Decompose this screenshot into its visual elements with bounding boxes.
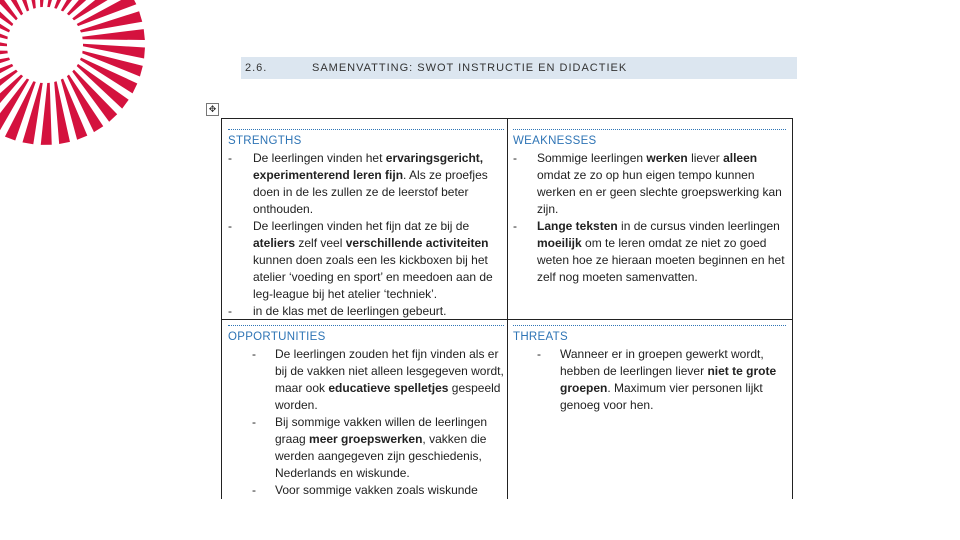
bold-text: niet te grote groepen — [560, 364, 777, 395]
weaknesses-list — [513, 150, 786, 286]
text: . Maximum vier personen lijkt genoeg voor hen. — [560, 381, 763, 412]
section-heading — [241, 57, 797, 79]
list-item — [228, 150, 504, 218]
list-item — [513, 346, 786, 414]
threats-cell — [513, 325, 786, 414]
opportunities-list — [228, 346, 504, 499]
bold-text: ateliers — [253, 236, 296, 250]
list-item — [513, 150, 786, 218]
list-item — [228, 346, 504, 414]
text: , vakken die werden aangegeven zijn geschiedenis, Nederlands en wiskunde. — [275, 432, 487, 480]
section-number: 2.6. — [245, 62, 268, 74]
bullet-dash: - — [252, 415, 256, 429]
bold-text: educatieve spelletjes — [328, 381, 449, 395]
logo-ray — [41, 83, 52, 145]
strengths-cell — [228, 129, 504, 320]
threats-title: THREATS — [513, 331, 568, 343]
text: in de klas met de leerlingen gebeurt. — [253, 304, 447, 318]
strengths-title: STRENGTHS — [228, 135, 302, 147]
swot-table — [221, 118, 793, 499]
bold-text: verschillende activiteiten — [345, 236, 489, 250]
weaknesses-cell — [513, 129, 786, 286]
text: De leerlingen vinden het fijn dat ze bij de — [253, 219, 470, 233]
dotted-rule — [228, 129, 504, 130]
text: zelf veel — [295, 236, 346, 250]
strengths-list — [228, 150, 504, 320]
dotted-rule — [513, 325, 786, 326]
threats-list — [513, 346, 786, 414]
text: liever — [687, 151, 724, 165]
text: gespeeld worden. — [275, 381, 501, 412]
text: kunnen doen zoals een les kickboxen bij het atelier ‘voeding en sport’ en meedoen aan de leg-league bij het atelier ‘techniek’. — [253, 253, 493, 301]
column-divider — [507, 119, 508, 499]
text: omdat ze zo op hun eigen tempo kunnen werken en er geen slechte groepswerking kan zijn. — [537, 168, 782, 216]
dotted-rule — [228, 325, 504, 326]
weaknesses-title: WEAKNESSES — [513, 135, 597, 147]
logo-ray — [82, 29, 145, 40]
logo-ray — [80, 11, 142, 32]
logo-center — [7, 7, 83, 83]
bullet-dash: - — [252, 483, 256, 497]
logo-ray — [0, 32, 7, 47]
text: De leerlingen vinden het — [253, 151, 386, 165]
bullet-dash: - — [513, 219, 517, 233]
bullet-dash: - — [228, 151, 232, 165]
bullet-dash: - — [228, 219, 232, 233]
bullet-dash: - — [513, 151, 517, 165]
opportunities-title: OPPORTUNITIES — [228, 331, 326, 343]
list-item — [513, 218, 786, 286]
dotted-rule — [513, 129, 786, 130]
bold-text: meer groepswerken — [309, 432, 423, 446]
sunburst-logo-icon — [0, 0, 150, 150]
bullet-dash: - — [252, 347, 256, 361]
table-move-handle-icon[interactable]: ✥ — [206, 103, 219, 116]
list-item — [228, 414, 504, 482]
text: Bij sommige vakken willen de leerlingen graag — [275, 415, 488, 446]
text: Voor sommige vakken zoals wiskunde — [275, 483, 478, 497]
list-item — [228, 482, 504, 499]
text: om te leren omdat ze niet zo goed weten hoe ze hieraan moeten beginnen en het zelf nog moeten samenvatten. — [537, 236, 785, 284]
section-title: SAMENVATTING: SWOT INSTRUCTIE EN DIDACTIEK — [312, 62, 628, 74]
bullet-dash: - — [228, 304, 232, 318]
text: Sommige leerlingen — [537, 151, 647, 165]
text: . Als ze proefjes doen in de les zullen ze de leerstof beter onthouden. — [253, 168, 488, 216]
list-item — [228, 303, 504, 320]
bold-text: moeilijk — [537, 236, 582, 250]
bold-text: werken — [646, 151, 688, 165]
bold-text: Lange teksten — [537, 219, 618, 233]
bold-text: ervaringsgericht, experimenterend leren fijn — [253, 151, 484, 182]
list-item — [228, 218, 504, 303]
bullet-dash: - — [537, 347, 541, 361]
text: Wanneer er in groepen gewerkt wordt, hebben de leerlingen liever — [560, 347, 764, 378]
text: De leerlingen zouden het fijn vinden als er bij de vakken niet alleen lesgegeven wordt, maar ook — [275, 347, 504, 395]
bold-text: alleen — [723, 151, 758, 165]
text: in de cursus vinden leerlingen — [617, 219, 780, 233]
logo-ray — [22, 83, 42, 145]
opportunities-cell — [228, 325, 504, 499]
